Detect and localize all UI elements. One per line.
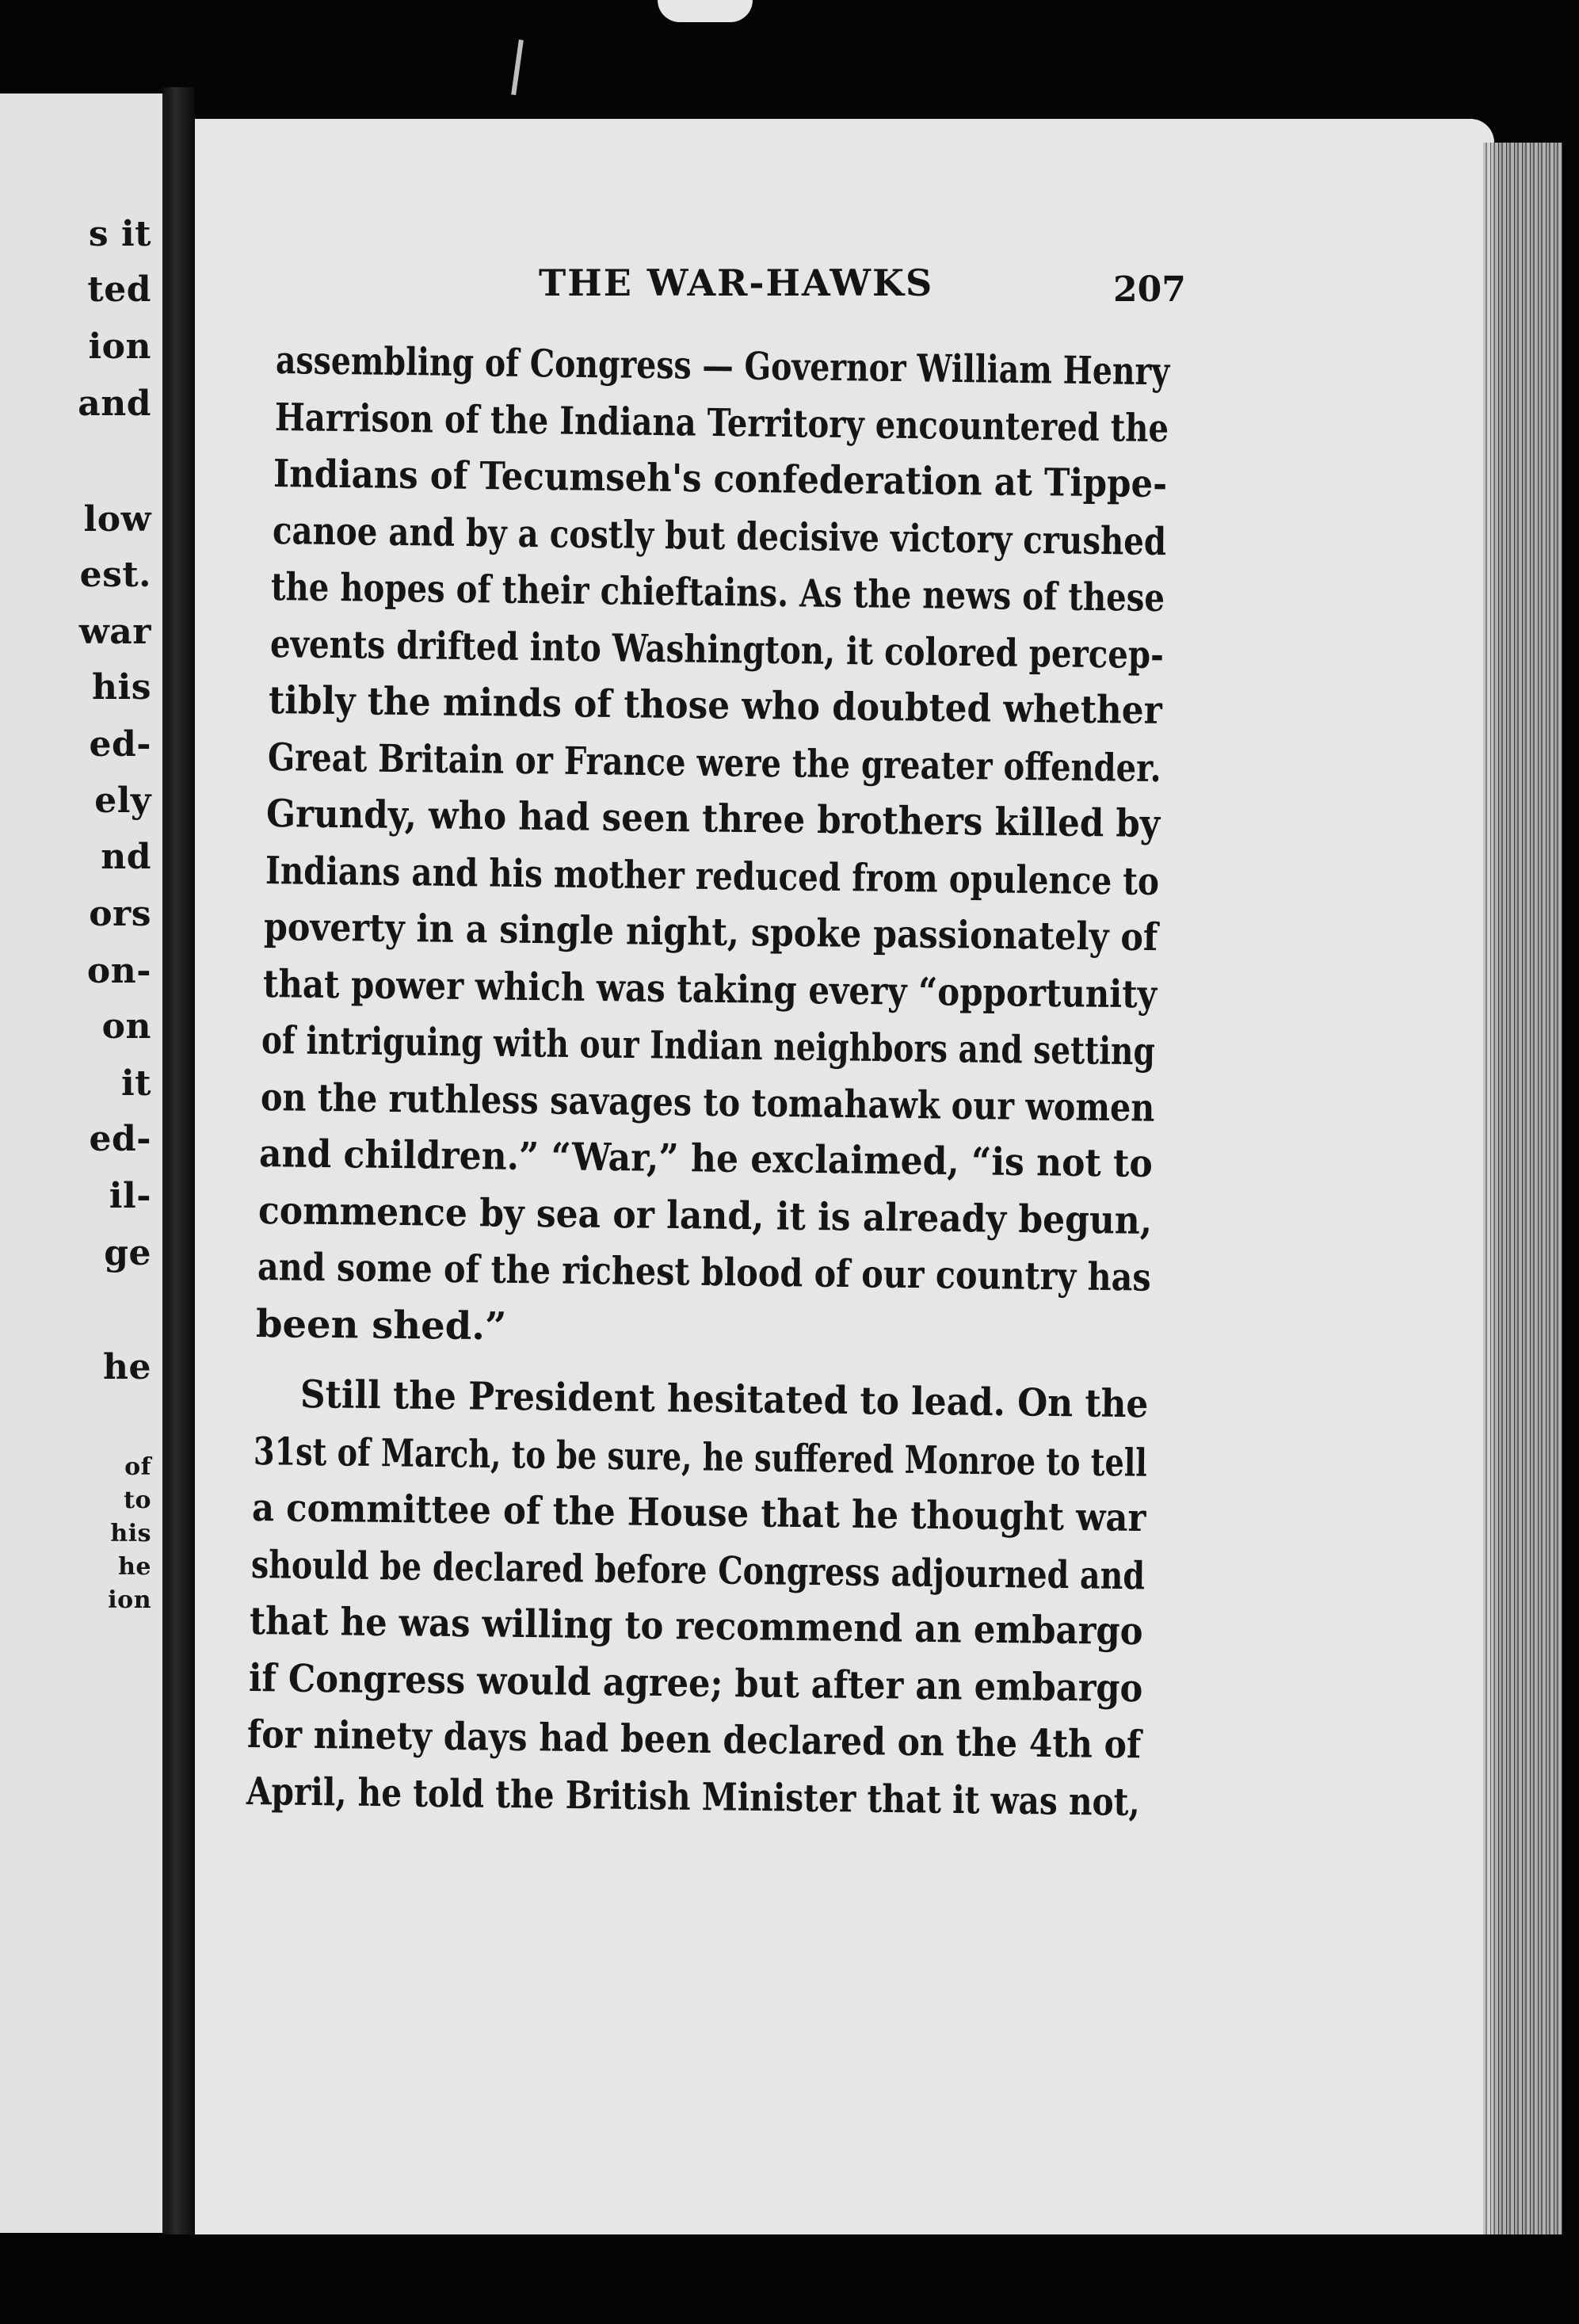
text-line: on the ruthless savages to tomahawk our women <box>260 1074 1155 1131</box>
left-page-fragment: it <box>120 1063 151 1104</box>
left-page-fragment: he <box>118 1553 151 1581</box>
text-line: 31st of March, to be sure, he suffered Monroe to tell <box>253 1429 1147 1486</box>
left-page-fragment: ge <box>104 1233 151 1273</box>
text-line: and children.” “War,” he exclaimed, “is not to <box>259 1131 1154 1186</box>
left-page-fragment: to <box>124 1486 151 1514</box>
left-page-fragment: s it <box>88 214 151 254</box>
text-line: April, he told the British Minister that it was not, <box>246 1769 1140 1825</box>
left-page-fragment: il- <box>109 1176 151 1216</box>
text-line: that he was willing to recommend an embargo <box>250 1599 1144 1654</box>
left-page-fragment: ion <box>88 326 151 367</box>
left-page-fragment: nd <box>101 837 151 877</box>
spine-mark <box>511 40 524 95</box>
left-page-fragment: ted <box>87 269 151 310</box>
left-page <box>0 93 167 2233</box>
top-blot <box>658 0 753 22</box>
text-line: that power which was taking every “opportunity <box>262 961 1158 1017</box>
page-edge <box>1483 143 1562 2234</box>
left-page-fragment: on- <box>86 951 151 991</box>
left-page-fragment: ed- <box>89 1119 151 1159</box>
text-line: if Congress would agree; but after an embargo <box>248 1655 1143 1711</box>
left-page-fragment: est. <box>79 555 151 595</box>
text-line: been shed.” <box>255 1301 507 1349</box>
left-page-fragment: of <box>124 1453 151 1481</box>
text-line: Indians and his mother reduced from opulence to <box>265 848 1160 904</box>
book-gutter <box>162 87 195 2234</box>
text-line: Indians of Tecumseh's confederation at Tippe- <box>273 452 1168 507</box>
left-page-fragment: his <box>92 667 151 708</box>
page-number: 207 <box>1113 269 1186 310</box>
left-page-fragment: ion <box>108 1586 151 1614</box>
text-line: events drifted into Washington, it colored percep- <box>269 621 1164 677</box>
left-page-fragment: on <box>101 1006 151 1047</box>
text-line: canoe and by a costly but decisive victory crushed <box>272 508 1166 564</box>
text-line: poverty in a single night, spoke passionately of <box>264 905 1158 960</box>
text-line: commence by sea or land, it is already begun, <box>257 1188 1153 1243</box>
text-line: Still the President hesitated to lead. On the <box>299 1372 1149 1427</box>
left-page-fragment: low <box>83 499 151 540</box>
text-line: a committee of the House that he thought war <box>252 1486 1146 1541</box>
text-line: of intriguing with our Indian neighbors and setting <box>261 1018 1156 1074</box>
text-line: Harrison of the Indiana Territory encountered the <box>274 395 1169 451</box>
left-page-fragment: his <box>110 1520 151 1547</box>
text-line: should be declared before Congress adjourned and <box>250 1542 1146 1598</box>
left-page-fragment: war <box>78 612 151 652</box>
left-page-fragment: he <box>103 1347 151 1387</box>
left-page-fragment: ely <box>94 780 151 821</box>
text-line: Grundy, who had seen three brothers killed by <box>265 792 1161 847</box>
text-line: Great Britain or France were the greater offender. <box>267 735 1161 791</box>
text-line: tibly the minds of those who doubted whether <box>268 678 1163 733</box>
left-page-fragment: ed- <box>89 724 151 765</box>
running-head: THE WAR-HAWKS <box>539 261 934 304</box>
left-page-fragment: and <box>78 384 151 424</box>
text-line: assembling of Congress — Governor William Henry <box>275 338 1170 395</box>
text-line: the hopes of their chieftains. As the news of these <box>270 565 1165 621</box>
text-line: and some of the richest blood of our country has <box>257 1245 1151 1300</box>
left-page-fragment: ors <box>89 894 151 934</box>
text-line: for ninety days had been declared on the 4th of <box>247 1712 1142 1768</box>
